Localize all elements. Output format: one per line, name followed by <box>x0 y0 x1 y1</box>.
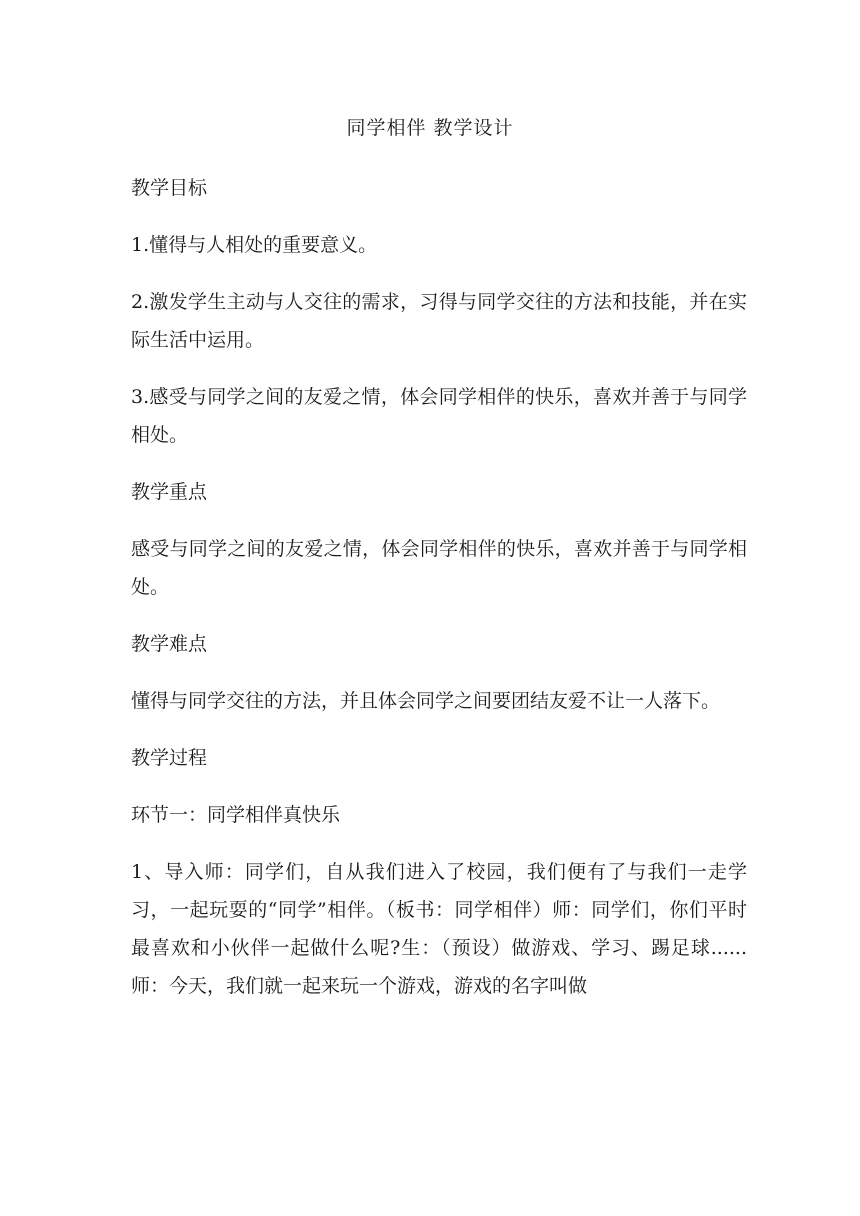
paragraph-difficulties: 懂得与同学交往的方法，并且体会同学之间要团结友爱不让一人落下。 <box>131 690 721 712</box>
paragraph-key-points: 感受与同学之间的友爱之情，体会同学相伴的快乐，喜欢并善于与同学相处。 <box>131 538 747 598</box>
section-heading-objectives: 教学目标 <box>131 177 208 199</box>
section-heading-key-points: 教学重点 <box>131 481 208 503</box>
document-title: 同学相伴 教学设计 <box>346 117 514 139</box>
paragraph-step-1-content: 1、导入师：同学们，自从我们进入了校园，我们便有了与我们一走学习，一起玩耍的“同学”相伴。（板书：同学相伴）师：同学们，你们平时最喜欢和小伙伴一起做什么呢?生：（预设）做游戏、学习、踢足球......师：今天，我们就一起来玩一个游戏，游戏的名字叫做 <box>131 861 747 997</box>
paragraph-objective-1: 1.懂得与人相处的重要意义。 <box>131 234 378 256</box>
document-body <box>131 169 747 1024</box>
paragraph-objective-2: 2.激发学生主动与人交往的需求，习得与同学交往的方法和技能，并在实际生活中运用。 <box>131 291 747 351</box>
paragraph-objective-3: 3.感受与同学之间的友爱之情，体会同学相伴的快乐，喜欢并善于与同学相处。 <box>131 386 747 446</box>
section-heading-process: 教学过程 <box>131 747 208 769</box>
paragraph-step-1-title: 环节一：同学相伴真快乐 <box>131 804 341 826</box>
section-heading-difficulties: 教学难点 <box>131 633 208 655</box>
